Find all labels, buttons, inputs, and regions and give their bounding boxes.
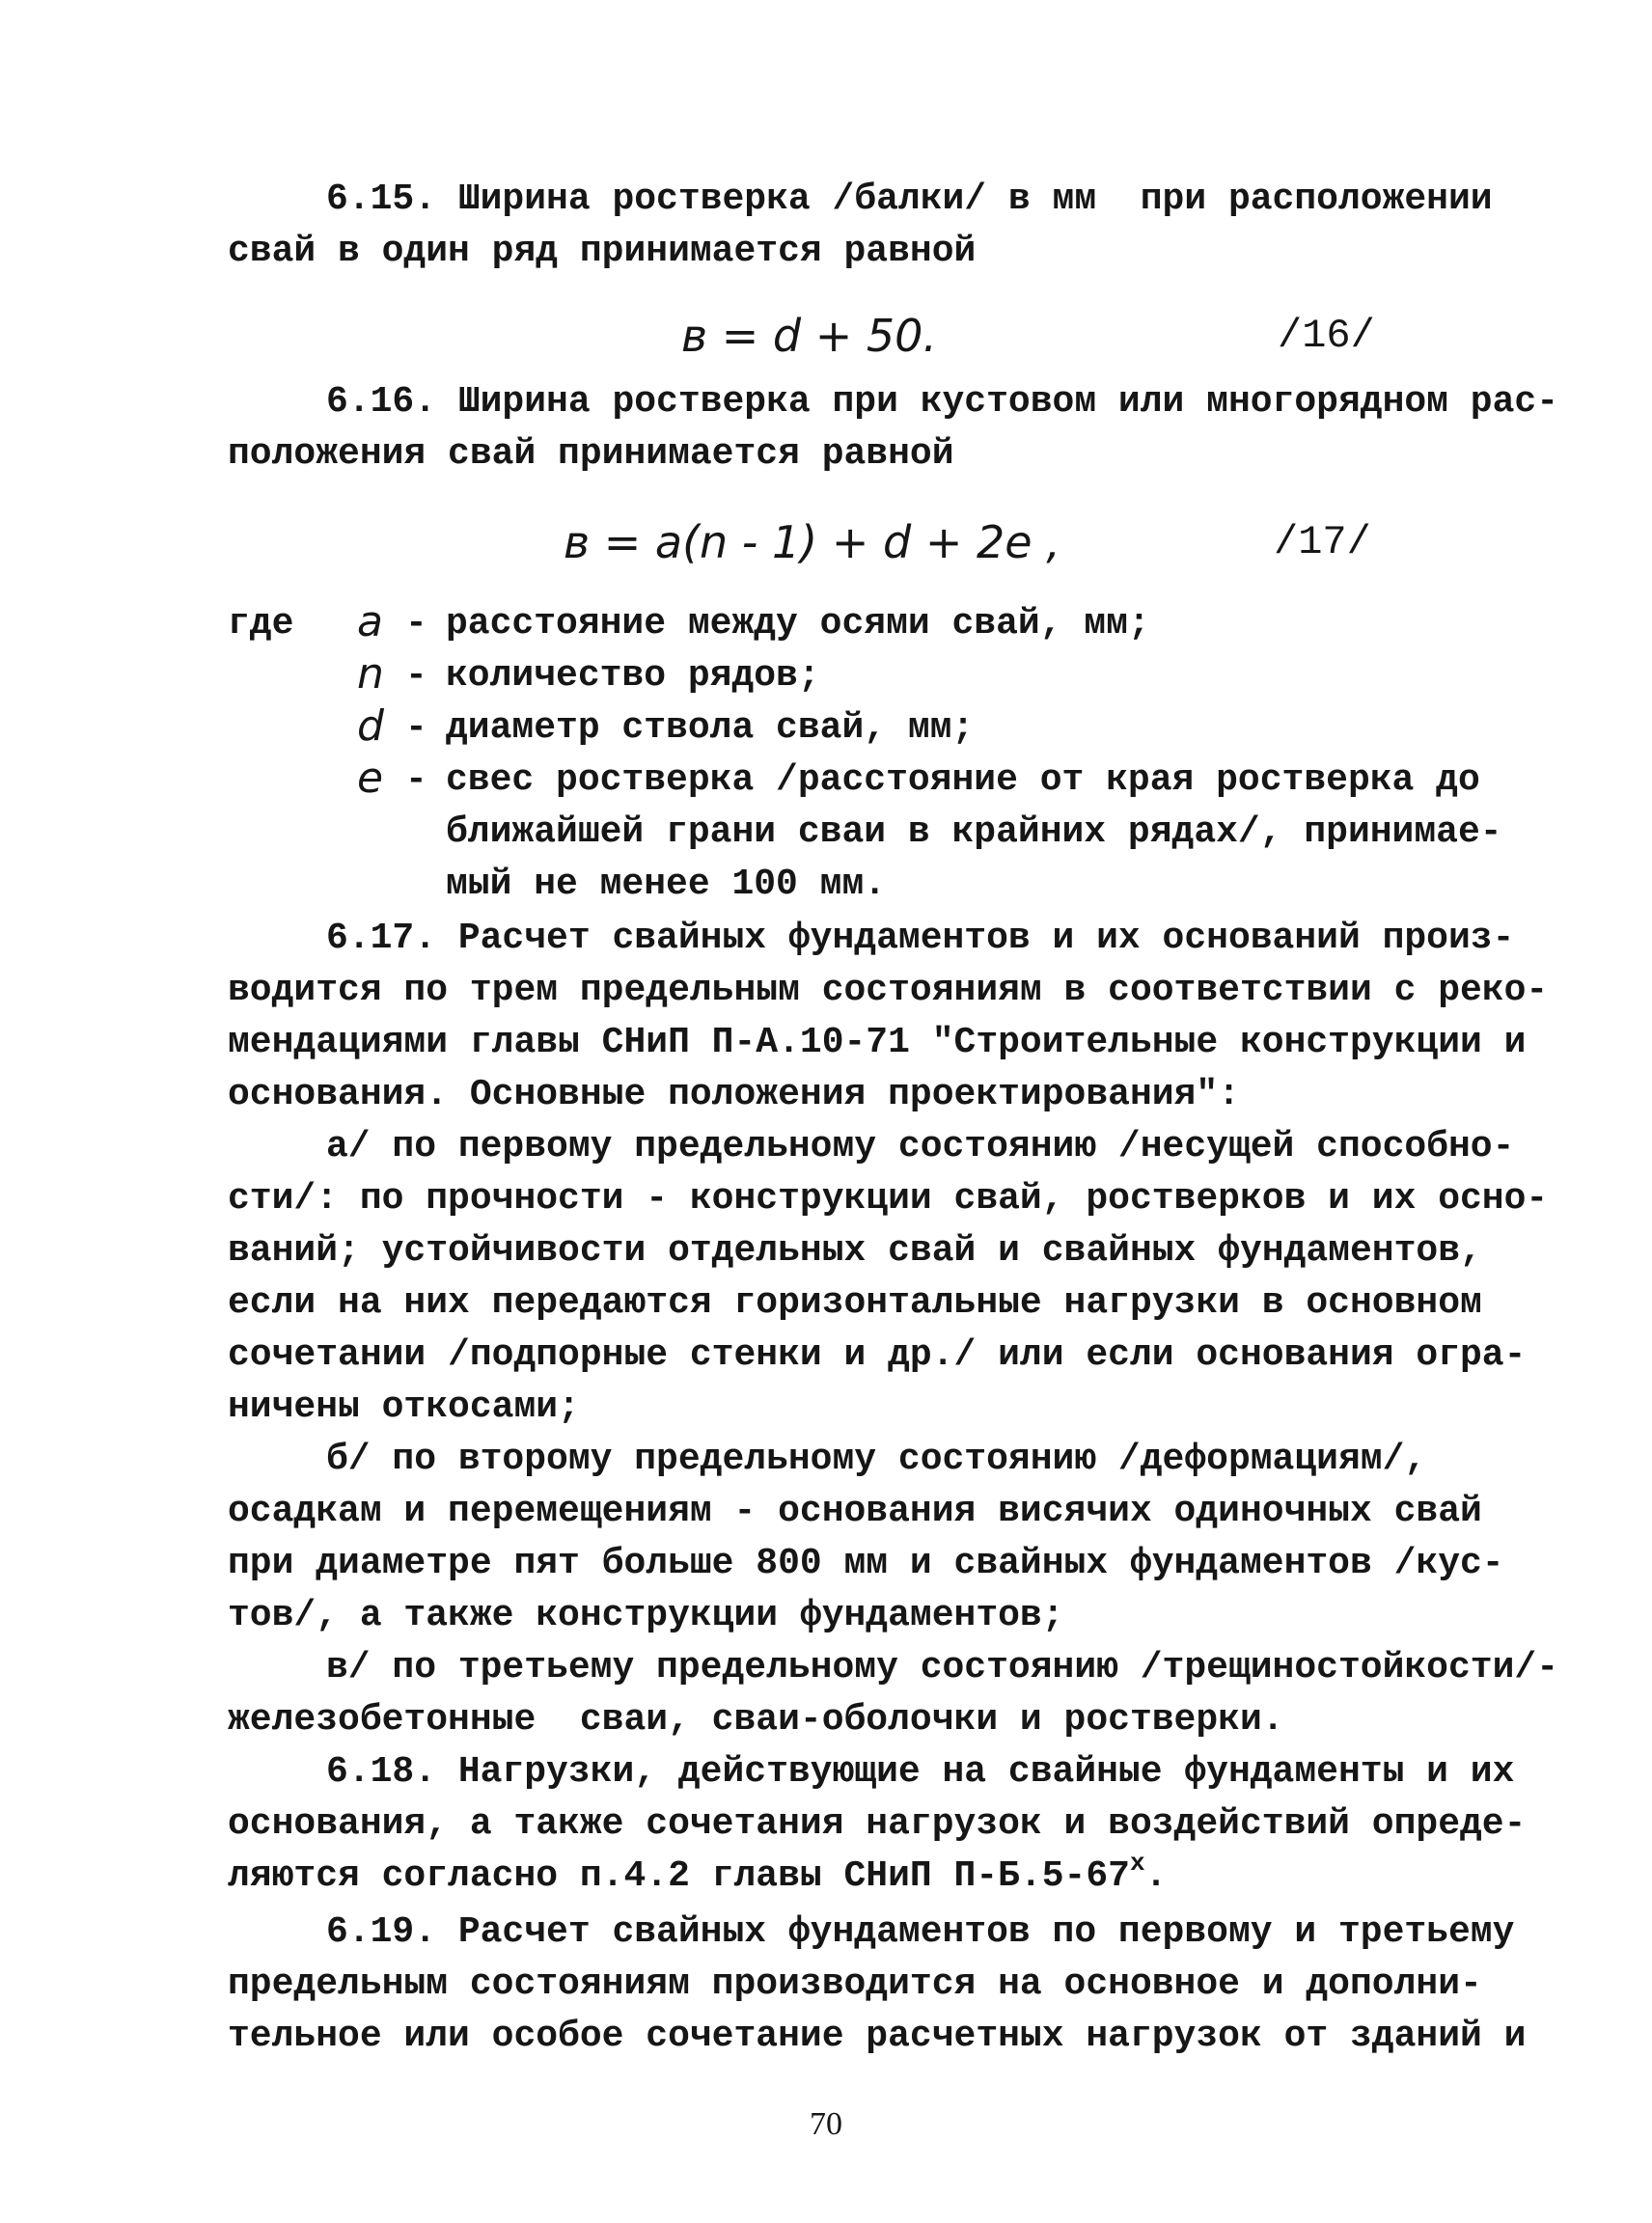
section-6-17-line: водится по трем предельным состояниям в соответствии с реко- [228, 970, 1549, 1011]
section-6-17-line: мендациями главы СНиП П-А.10-71 "Строительные конструкции и [228, 1022, 1527, 1063]
section-6-17-line: ваний; устойчивости отдельных свай и свайных фундаментов, [228, 1230, 1482, 1272]
section-6-15-line-2: свай в один ряд принимается равной [228, 231, 977, 272]
section-6-18-line-3 [228, 1851, 1167, 1903]
symbol-e: e [357, 754, 384, 803]
definition-dash: - [405, 603, 427, 645]
superscript-x: х [1129, 1849, 1145, 1878]
section-6-17-line: если на них передаются горизонтальные нагрузки в основном [228, 1282, 1482, 1324]
definition-e-continuation-2: мый не менее 100 мм. [446, 864, 887, 905]
definition-e-text: свес ростверка /расстояние от края ростверка до [446, 759, 1480, 801]
section-6-17-item-v: в/ по третьему предельному состоянию /трещиностойкости/- [326, 1647, 1559, 1688]
section-6-18-line-1: 6.18. Нагрузки, действующие на свайные фундаменты и их [326, 1751, 1515, 1793]
section-6-17-line: основания. Основные положения проектирования": [228, 1074, 1240, 1115]
section-6-18-line-3-text: ляются согласно п.4.2 главы СНиП П-Б.5-67 [228, 1855, 1130, 1897]
symbol-n: n [357, 649, 384, 699]
definition-e-continuation-1: ближайшей грани сваи в крайних рядах/, принимае- [446, 811, 1502, 853]
definitions-where: где [228, 603, 294, 645]
formula-17: в = a(n - 1) + d + 2e , [564, 516, 1060, 568]
section-6-17-line: 6.17. Расчет свайных фундаментов и их оснований произ- [326, 918, 1515, 959]
definition-d-text: диаметр ствола свай, мм; [446, 707, 975, 749]
section-6-17-line: сти/: по прочности - конструкции свай, ростверков и их осно- [228, 1178, 1549, 1220]
definition-dash: - [405, 655, 427, 697]
section-6-18-line-3-end: . [1144, 1855, 1168, 1897]
formula-17-number: /17/ [1274, 519, 1371, 565]
section-6-17-line: при диаметре пят больше 800 мм и свайных фундаментов /кус- [228, 1543, 1504, 1584]
section-6-17-item-b: б/ по второму предельному состоянию /деформациям/, [326, 1439, 1427, 1480]
section-6-16-line-1: 6.16. Ширина ростверка при кустовом или многорядном рас- [326, 381, 1559, 423]
section-6-15-line-1: 6.15. Ширина ростверка /балки/ в мм при расположении [326, 178, 1493, 220]
section-6-16-line-2: положения свай принимается равной [228, 433, 954, 475]
definition-n-text: количество рядов; [446, 655, 820, 697]
section-6-17-line: железобетонные сваи, сваи-оболочки и ростверки. [228, 1699, 1284, 1741]
section-6-17-line: осадкам и перемещениям - основания висячих одиночных свай [228, 1491, 1482, 1532]
section-6-18-line-2: основания, а также сочетания нагрузок и воздействий опреде- [228, 1803, 1527, 1845]
definition-a-text: расстояние между осями свай, мм; [446, 603, 1150, 645]
symbol-a: a [357, 597, 383, 646]
definition-dash: - [405, 707, 427, 749]
page-number: 70 [810, 2106, 842, 2142]
symbol-d: d [357, 701, 384, 751]
section-6-19-line-2: предельным состояниям производится на основное и дополни- [228, 1963, 1482, 2005]
section-6-19-line-1: 6.19. Расчет свайных фундаментов по первому и третьему [326, 1911, 1515, 1953]
formula-16: в = d + 50. [681, 310, 938, 362]
section-6-17-line: сочетании /подпорные стенки и др./ или если основания огра- [228, 1334, 1527, 1376]
definition-dash: - [405, 759, 427, 801]
formula-16-number: /16/ [1278, 313, 1375, 359]
section-6-19-line-3: тельное или особое сочетание расчетных нагрузок от зданий и [228, 2016, 1527, 2057]
section-6-17-line: тов/, а также конструкции фундаментов; [228, 1595, 1064, 1636]
section-6-17-item-a: а/ по первому предельному состоянию /несущей способно- [326, 1126, 1515, 1167]
section-6-17-line: ничены откосами; [228, 1386, 580, 1428]
